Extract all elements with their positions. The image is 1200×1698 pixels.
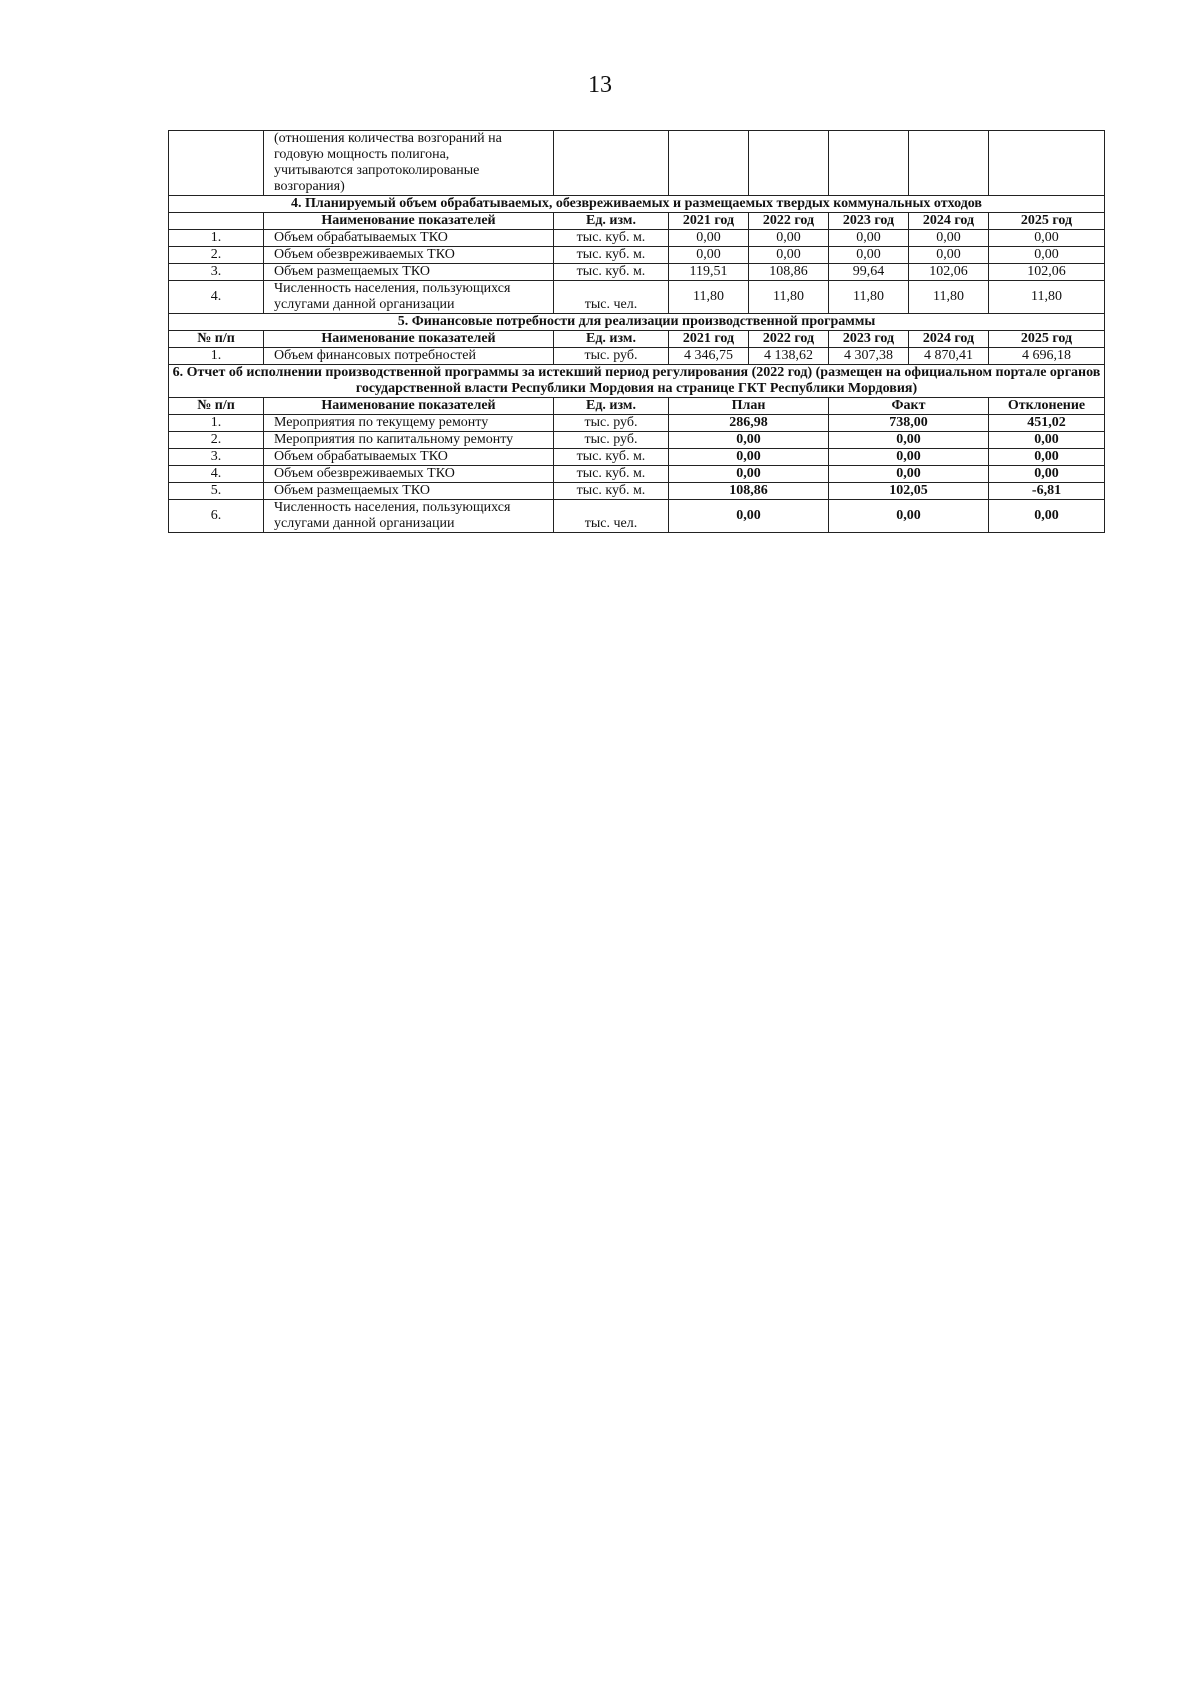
row-unit: тыс. куб. м. — [554, 483, 669, 500]
row-number: 2. — [169, 432, 264, 449]
header-cell: 2025 год — [989, 213, 1105, 230]
value-cell: 11,80 — [989, 281, 1105, 314]
value-cell: 99,64 — [829, 264, 909, 281]
criterion-text-cell — [264, 131, 554, 196]
table-row — [169, 500, 1105, 533]
value-cell: 0,00 — [749, 230, 829, 247]
section-title-row — [169, 314, 1105, 331]
header-cell: 2021 год — [669, 213, 749, 230]
header-cell: 2021 год — [669, 331, 749, 348]
criterion-line: годовую мощность полигона, — [274, 147, 450, 162]
row-number: 5. — [169, 483, 264, 500]
fact-value: 0,00 — [829, 466, 989, 483]
row-unit: тыс. куб. м. — [554, 247, 669, 264]
row-number: 1. — [169, 230, 264, 247]
fact-value: 102,05 — [829, 483, 989, 500]
fact-value: 0,00 — [829, 500, 989, 533]
value-cell: 0,00 — [669, 230, 749, 247]
header-cell: Наименование показателей — [264, 213, 554, 230]
value-cell: 11,80 — [749, 281, 829, 314]
value-cell: 0,00 — [909, 230, 989, 247]
deviation-value: 0,00 — [989, 500, 1105, 533]
row-unit: тыс. руб. — [554, 348, 669, 365]
header-cell: 2023 год — [829, 331, 909, 348]
value-cell: 119,51 — [669, 264, 749, 281]
plan-value: 0,00 — [669, 500, 829, 533]
header-cell: План — [669, 398, 829, 415]
value-cell: 0,00 — [829, 247, 909, 264]
row-unit: тыс. куб. м. — [554, 230, 669, 247]
row-unit: тыс. руб. — [554, 415, 669, 432]
empty-cell — [669, 131, 749, 196]
row-number: 4. — [169, 466, 264, 483]
row-label: Объем обрабатываемых ТКО — [264, 230, 554, 247]
header-cell: № п/п — [169, 398, 264, 415]
empty-cell — [749, 131, 829, 196]
header-cell: 2024 год — [909, 331, 989, 348]
value-cell: 4 307,38 — [829, 348, 909, 365]
fact-value: 0,00 — [829, 432, 989, 449]
header-cell: 2024 год — [909, 213, 989, 230]
value-cell: 4 138,62 — [749, 348, 829, 365]
value-cell: 4 870,41 — [909, 348, 989, 365]
plan-value: 0,00 — [669, 466, 829, 483]
row-number: 3. — [169, 449, 264, 466]
value-cell: 0,00 — [669, 247, 749, 264]
value-cell: 0,00 — [829, 230, 909, 247]
row-unit: тыс. куб. м. — [554, 264, 669, 281]
table-row — [169, 230, 1105, 247]
number-cell — [169, 131, 264, 196]
header-cell: Ед. изм. — [554, 398, 669, 415]
row-label: Объем обезвреживаемых ТКО — [264, 247, 554, 264]
header-row — [169, 331, 1105, 348]
row-label: Объем размещаемых ТКО — [264, 483, 554, 500]
page-number: 13 — [588, 72, 612, 98]
row-number: 3. — [169, 264, 264, 281]
empty-cell — [554, 131, 669, 196]
row-unit: тыс. чел. — [554, 281, 669, 314]
value-cell: 0,00 — [989, 230, 1105, 247]
deviation-value: 0,00 — [989, 432, 1105, 449]
plan-value: 0,00 — [669, 449, 829, 466]
value-cell: 0,00 — [989, 247, 1105, 264]
header-row — [169, 213, 1105, 230]
value-cell: 0,00 — [909, 247, 989, 264]
empty-cell — [989, 131, 1105, 196]
header-cell: Ед. изм. — [554, 213, 669, 230]
row-number: 1. — [169, 348, 264, 365]
table-row — [169, 483, 1105, 500]
header-cell: 2022 год — [749, 213, 829, 230]
value-cell: 108,86 — [749, 264, 829, 281]
row-unit: тыс. руб. — [554, 432, 669, 449]
deviation-value: 451,02 — [989, 415, 1105, 432]
header-cell: 2025 год — [989, 331, 1105, 348]
value-cell: 102,06 — [989, 264, 1105, 281]
row-label: Объем финансовых потребностей — [264, 348, 554, 365]
table-row — [169, 281, 1105, 314]
header-cell: Наименование показателей — [264, 398, 554, 415]
value-cell: 102,06 — [909, 264, 989, 281]
table-row — [169, 466, 1105, 483]
table-row — [169, 432, 1105, 449]
header-cell: Наименование показателей — [264, 331, 554, 348]
row-label: Объем обезвреживаемых ТКО — [264, 466, 554, 483]
value-cell: 11,80 — [829, 281, 909, 314]
fact-value: 0,00 — [829, 449, 989, 466]
row-label: Объем размещаемых ТКО — [264, 264, 554, 281]
row-number: 1. — [169, 415, 264, 432]
fact-value: 738,00 — [829, 415, 989, 432]
value-cell: 4 346,75 — [669, 348, 749, 365]
plan-value: 0,00 — [669, 432, 829, 449]
section-title-row — [169, 196, 1105, 213]
criterion-line: (отношения количества возгораний на — [274, 131, 502, 146]
row-label: Мероприятия по текущему ремонту — [264, 415, 554, 432]
table-row — [169, 264, 1105, 281]
row-number: 6. — [169, 500, 264, 533]
section-title-row — [169, 365, 1105, 398]
row-label: Объем обрабатываемых ТКО — [264, 449, 554, 466]
row-label: Численность населения, пользующихся услугами данной организации — [264, 281, 554, 314]
plan-value: 108,86 — [669, 483, 829, 500]
section4-title: 4. Планируемый объем обрабатываемых, обезвреживаемых и размещаемых твердых коммунальных отходов — [169, 196, 1105, 213]
criterion-line: возгорания) — [274, 179, 345, 194]
header-row — [169, 398, 1105, 415]
header-cell: 2023 год — [829, 213, 909, 230]
table-row — [169, 415, 1105, 432]
header-cell: Ед. изм. — [554, 331, 669, 348]
row-unit: тыс. чел. — [554, 500, 669, 533]
table-row — [169, 247, 1105, 264]
plan-value: 286,98 — [669, 415, 829, 432]
table-row — [169, 348, 1105, 365]
table-row — [169, 131, 1105, 196]
header-cell: Факт — [829, 398, 989, 415]
empty-cell — [909, 131, 989, 196]
report-table — [168, 130, 1105, 533]
row-unit: тыс. куб. м. — [554, 449, 669, 466]
header-cell: № п/п — [169, 331, 264, 348]
deviation-value: 0,00 — [989, 466, 1105, 483]
deviation-value: -6,81 — [989, 483, 1105, 500]
value-cell: 0,00 — [749, 247, 829, 264]
deviation-value: 0,00 — [989, 449, 1105, 466]
value-cell: 4 696,18 — [989, 348, 1105, 365]
row-label: Численность населения, пользующихся услугами данной организации — [264, 500, 554, 533]
value-cell: 11,80 — [669, 281, 749, 314]
table-row — [169, 449, 1105, 466]
criterion-line: учитываются запротоколированые — [274, 163, 480, 178]
section5-title: 5. Финансовые потребности для реализации производственной программы — [169, 314, 1105, 331]
row-number: 4. — [169, 281, 264, 314]
row-unit: тыс. куб. м. — [554, 466, 669, 483]
section6-title: 6. Отчет об исполнении производственной программы за истекший период регулирования (2022 год) (размещен на официальном портале органов государственной власти Республики Мордовия на странице ГКТ Республики Мордовия) — [169, 365, 1105, 398]
header-cell: Отклонение — [989, 398, 1105, 415]
value-cell: 11,80 — [909, 281, 989, 314]
row-number: 2. — [169, 247, 264, 264]
empty-cell — [829, 131, 909, 196]
header-cell: 2022 год — [749, 331, 829, 348]
header-cell — [169, 213, 264, 230]
row-label: Мероприятия по капитальному ремонту — [264, 432, 554, 449]
